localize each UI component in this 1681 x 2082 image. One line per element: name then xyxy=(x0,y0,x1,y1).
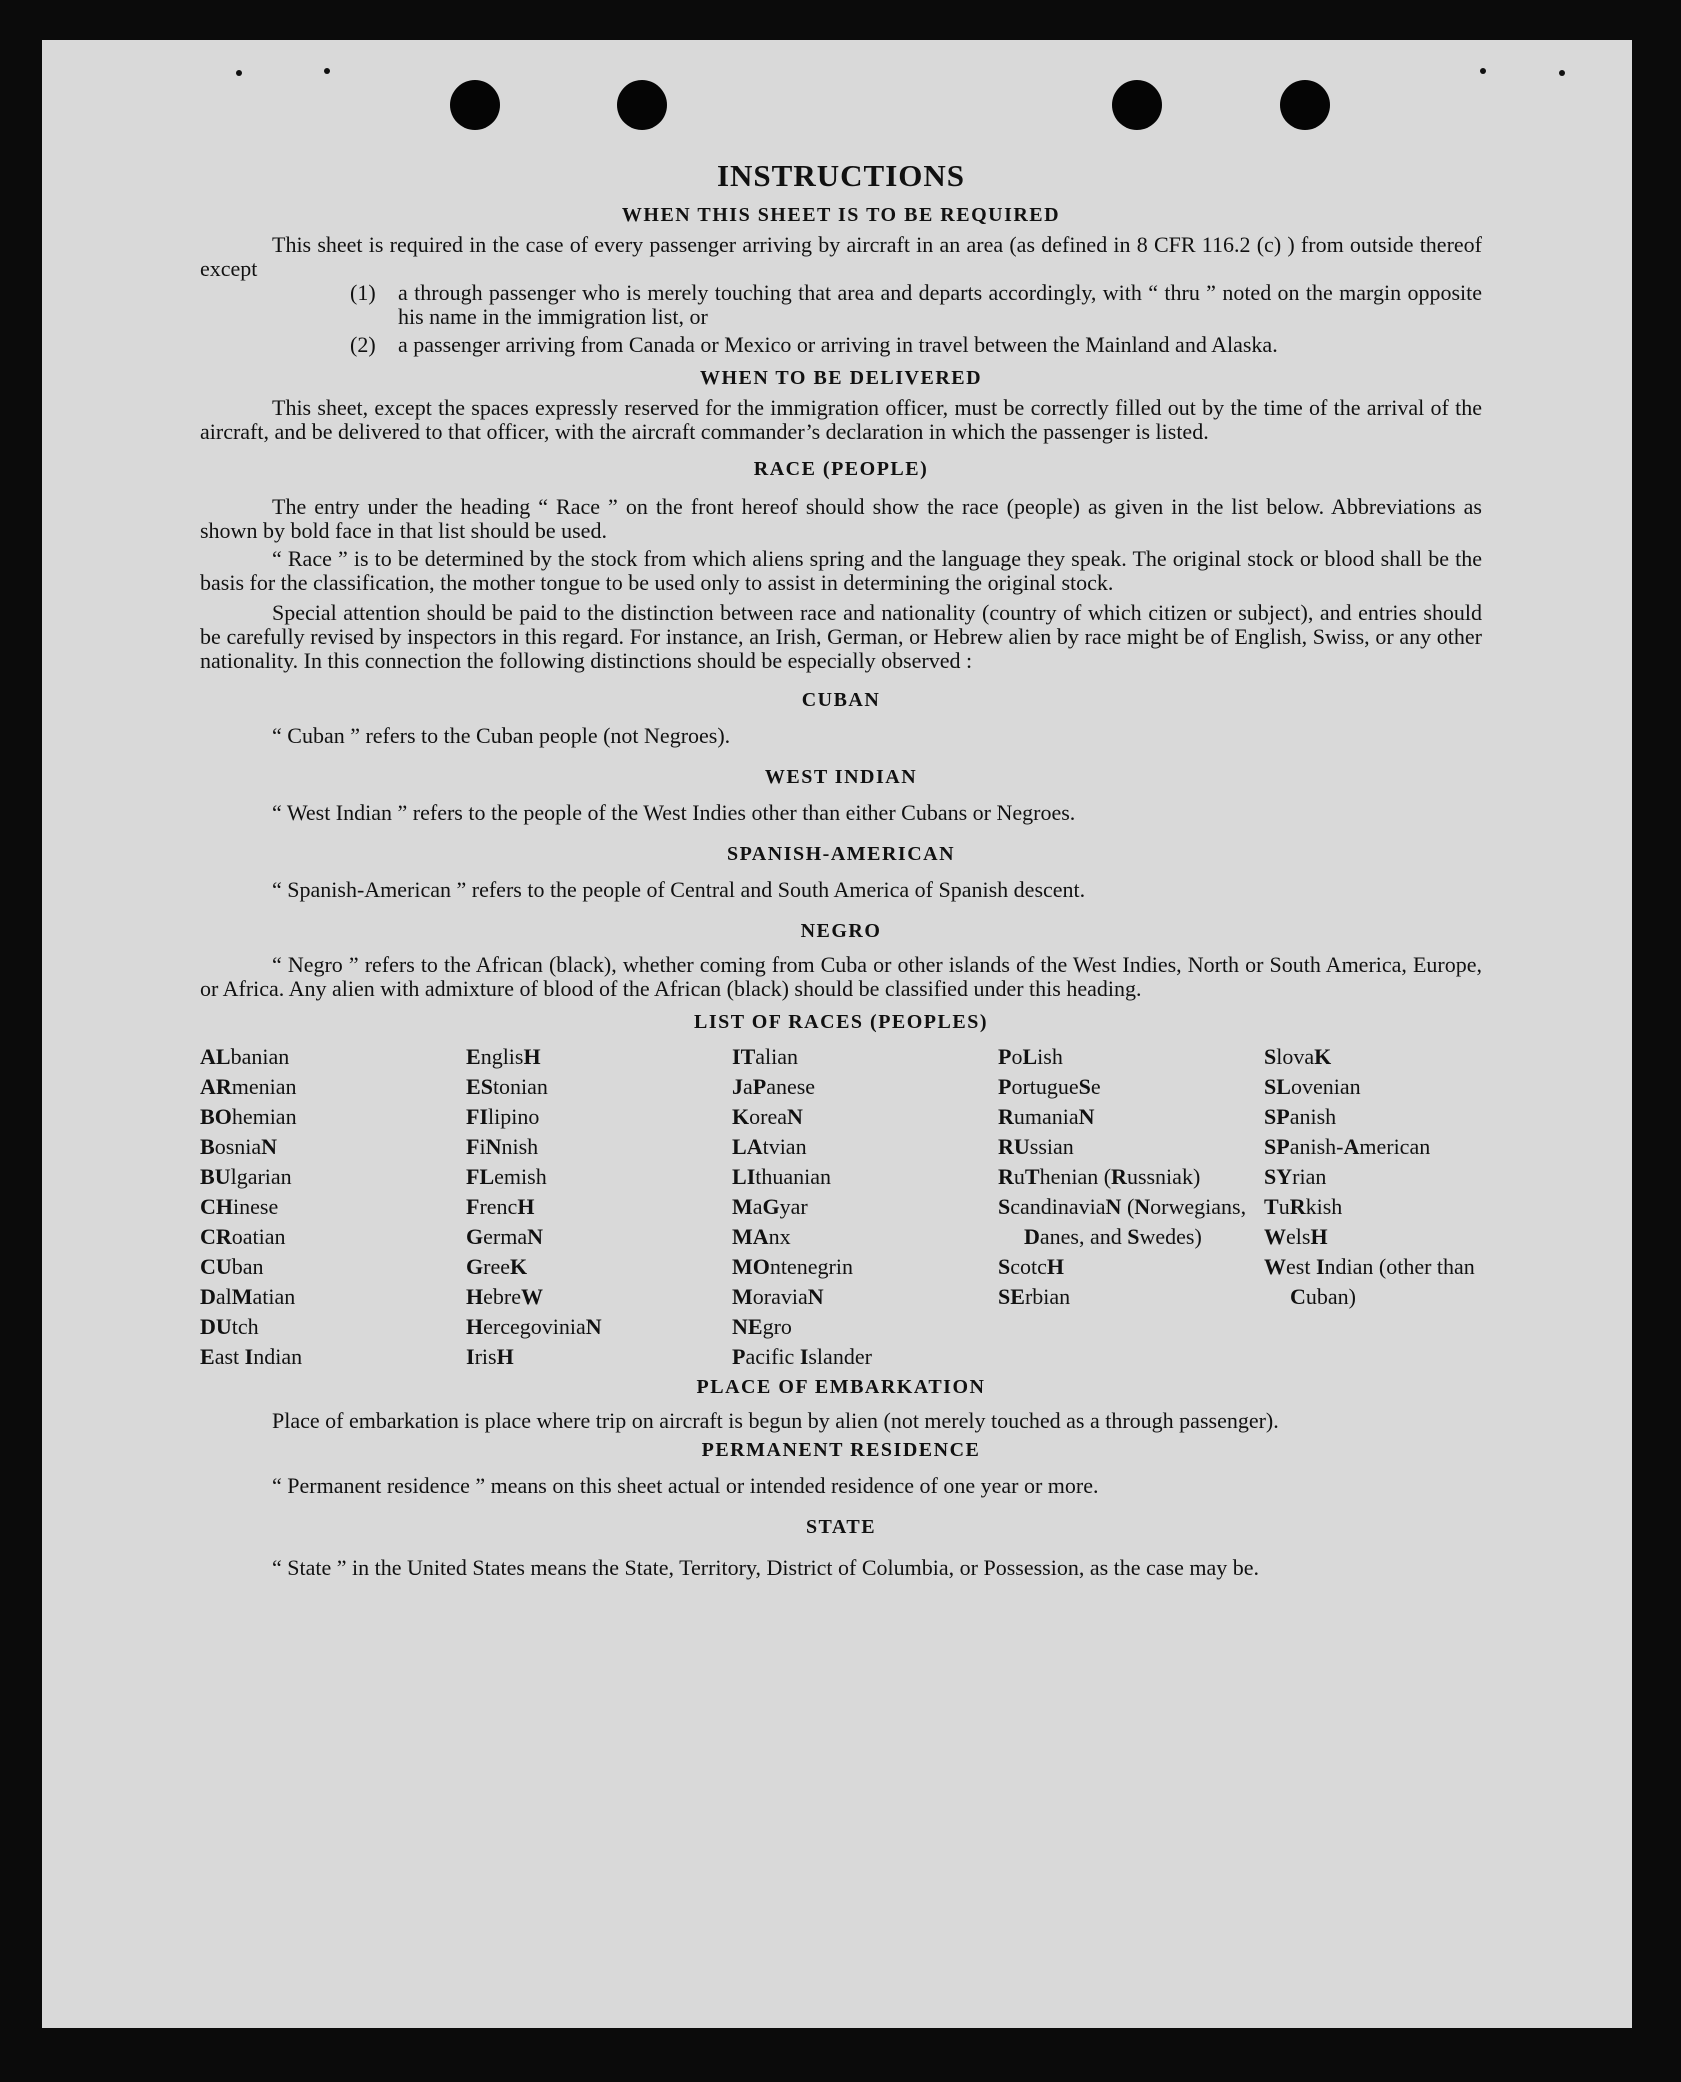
ink-speck xyxy=(1480,68,1486,74)
race-item: SPanish-American xyxy=(1264,1134,1431,1159)
paragraph-when-required: This sheet is required in the case of every passenger arriving by aircraft in an area (as defined in 8 CFR 116.2 (c) ) from outside thereof except xyxy=(200,232,1482,281)
paragraph-when-delivered: This sheet, except the spaces expressly reserved for the immigration officer, must be correctly filled out by the time of the arrival of the aircraft, and be delivered to that officer, with the aircraft commander’s declaration in which the passenger is listed. xyxy=(200,395,1482,444)
paragraph-negro: “ Negro ” refers to the African (black), whether coming from Cuba or other islands of the West Indies, North or South America, Europe, or Africa. Any alien with admixture of blood of the African (black) should be classified under this heading. xyxy=(200,952,1482,1001)
race-item: SLovenian xyxy=(1264,1074,1361,1099)
paragraph-race-2: “ Race ” is to be determined by the stock from which aliens spring and the language they speak. The original stock or blood shall be the basis for the classification, the mother tongue to be used only to assist in determining the original stock. xyxy=(200,546,1482,595)
punch-hole xyxy=(617,80,667,130)
race-item: IrisH xyxy=(466,1344,514,1369)
paragraph-embarkation: Place of embarkation is place where trip on aircraft is begun by alien (not merely touched as a through passenger). xyxy=(272,1408,1279,1433)
race-item: FrencH xyxy=(466,1194,535,1219)
heading-when-required: WHEN THIS SHEET IS TO BE REQUIRED xyxy=(621,204,1061,226)
race-item: SPanish xyxy=(1264,1104,1337,1129)
heading-embarkation: PLACE OF EMBARKATION xyxy=(696,1376,986,1398)
heading-race: RACE (PEOPLE) xyxy=(753,458,929,480)
heading-spanish-american: SPANISH-AMERICAN xyxy=(726,843,956,865)
race-item: MoraviaN xyxy=(732,1284,824,1309)
heading-when-delivered: WHEN TO BE DELIVERED xyxy=(699,367,983,389)
race-column xyxy=(998,1042,1264,1372)
list-item-text: a passenger arriving from Canada or Mexico or arriving in travel between the Mainland and Alaska. xyxy=(398,332,1278,357)
race-item: HercegoviniaN xyxy=(466,1314,602,1339)
heading-permanent-residence: PERMANENT RESIDENCE xyxy=(701,1439,981,1461)
paragraph-state: “ State ” in the United States means the State, Territory, District of Columbia, or Possession, as the case may be. xyxy=(272,1555,1260,1580)
paragraph-race-3: Special attention should be paid to the distinction between race and nationality (country of which citizen or subject), and entries should be carefully revised by inspectors in this regard. For instance, an Irish, German, or Hebrew alien by race might be of English, Swiss, or any other nationality. In this connection the following distinctions should be especially observed : xyxy=(200,600,1482,673)
race-item: LIthuanian xyxy=(732,1164,832,1189)
race-item: SErbian xyxy=(998,1284,1071,1309)
list-item xyxy=(350,281,1482,329)
race-item: PortugueSe xyxy=(998,1074,1101,1099)
race-item: JaPanese xyxy=(732,1074,816,1099)
race-column xyxy=(732,1042,998,1372)
heading-west-indian: WEST INDIAN xyxy=(764,766,918,788)
race-item: BOhemian xyxy=(200,1104,297,1129)
list-item-number: (2) xyxy=(350,332,376,357)
heading-list-of-races: LIST OF RACES (PEOPLES) xyxy=(693,1011,988,1033)
heading-state: STATE xyxy=(805,1516,877,1538)
list-item xyxy=(350,333,1482,357)
ink-speck xyxy=(236,70,242,76)
race-item: MaGyar xyxy=(732,1194,808,1219)
race-item: FLemish xyxy=(466,1164,547,1189)
instructions-body xyxy=(200,158,1482,1585)
race-item: West Indian (other than Cuban) xyxy=(1264,1254,1475,1309)
race-item: BUlgarian xyxy=(200,1164,292,1189)
race-item: NEgro xyxy=(732,1314,792,1339)
race-item: CHinese xyxy=(200,1194,279,1219)
race-item: HebreW xyxy=(466,1284,543,1309)
race-item: ALbanian xyxy=(200,1044,290,1069)
paragraph-spanish-american: “ Spanish-American ” refers to the people of Central and South America of Spanish descent. xyxy=(272,877,1086,902)
race-item: LAtvian xyxy=(732,1134,807,1159)
race-item: RumaniaN xyxy=(998,1104,1095,1129)
heading-cuban: CUBAN xyxy=(801,689,881,711)
list-item-text: a through passenger who is merely touching that area and departs accordingly, with “ thru ” noted on the margin opposite his name in the immigration list, or xyxy=(398,280,1482,329)
race-item: DalMatian xyxy=(200,1284,296,1309)
race-item: ITalian xyxy=(732,1044,799,1069)
race-item: DUtch xyxy=(200,1314,259,1339)
ink-speck xyxy=(1559,70,1565,76)
punch-hole xyxy=(1112,80,1162,130)
paragraph-race-1: The entry under the heading “ Race ” on the front hereof should show the race (people) as given in the list below. Abbreviations as shown by bold face in that list should be used. xyxy=(200,494,1482,543)
paragraph-permanent-residence: “ Permanent residence ” means on this sheet actual or intended residence of one year or more. xyxy=(272,1473,1099,1498)
race-item: FIlipino xyxy=(466,1104,540,1129)
race-list xyxy=(200,1042,1482,1372)
race-item: CUban xyxy=(200,1254,264,1279)
race-item: MOntenegrin xyxy=(732,1254,853,1279)
race-item: PoLish xyxy=(998,1044,1063,1069)
race-item: GreeK xyxy=(466,1254,528,1279)
paragraph-west-indian: “ West Indian ” refers to the people of the West Indies other than either Cubans or Negroes. xyxy=(272,800,1076,825)
race-item: ScotcH xyxy=(998,1254,1065,1279)
ink-speck xyxy=(324,68,330,74)
race-item: EnglisH xyxy=(466,1044,541,1069)
race-column xyxy=(466,1042,732,1372)
race-item: RuThenian (Russniak) xyxy=(998,1164,1201,1189)
race-item: GermaN xyxy=(466,1224,543,1249)
race-item: ScandinaviaN (Norwegians, Danes, and Swedes) xyxy=(998,1194,1247,1249)
document-sheet xyxy=(42,40,1632,2028)
race-item: EStonian xyxy=(466,1074,548,1099)
race-item: SlovaK xyxy=(1264,1044,1332,1069)
race-item: FiNnish xyxy=(466,1134,539,1159)
race-item: KoreaN xyxy=(732,1104,803,1129)
race-item: TuRkish xyxy=(1264,1194,1343,1219)
race-item: BosniaN xyxy=(200,1134,278,1159)
race-item: Pacific Islander xyxy=(732,1344,872,1369)
race-item: East Indian xyxy=(200,1344,303,1369)
punch-hole xyxy=(450,80,500,130)
race-item: SYrian xyxy=(1264,1164,1327,1189)
list-item-number: (1) xyxy=(350,280,376,305)
race-item: CRoatian xyxy=(200,1224,286,1249)
heading-negro: NEGRO xyxy=(800,920,882,942)
race-item: MAnx xyxy=(732,1224,791,1249)
punch-hole xyxy=(1280,80,1330,130)
page-title: INSTRUCTIONS xyxy=(716,158,965,193)
race-item: RUssian xyxy=(998,1134,1074,1159)
paragraph-cuban: “ Cuban ” refers to the Cuban people (not Negroes). xyxy=(272,723,731,748)
race-item: ARmenian xyxy=(200,1074,297,1099)
race-column xyxy=(1264,1042,1494,1372)
race-column xyxy=(200,1042,466,1372)
race-item: WelsH xyxy=(1264,1224,1328,1249)
